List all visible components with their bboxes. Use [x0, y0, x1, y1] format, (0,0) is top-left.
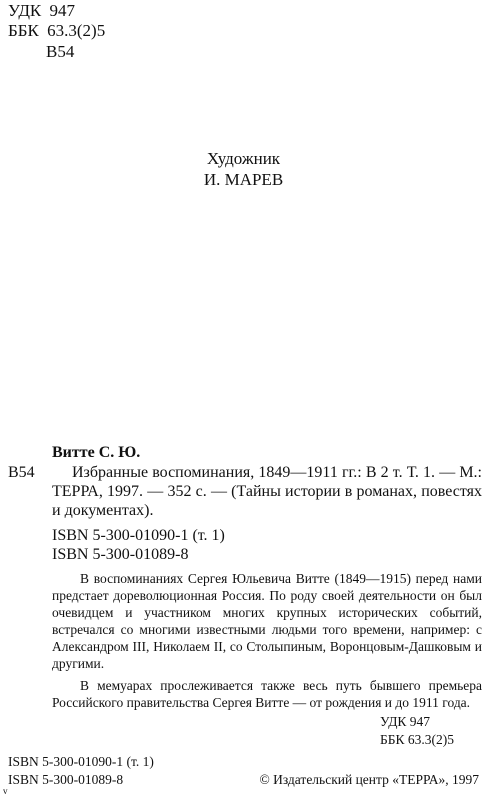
annotation-paragraph: В воспоминаниях Сергея Юльевича Витте (1849—1915) перед нами предстает дореволюционная Россия. По роду своей деятельности он был очевидцем и участником многих крупных исторических событий, встречался со многими известными людьми того времени, например: с Александром III, Николаем II, со Столыпиным, Воронцовым-Дашковым и другими. [52, 571, 482, 671]
footer-isbn-set: ISBN 5-300-01089-8 [8, 772, 124, 787]
isbn-volume: ISBN 5-300-01090-1 (т. 1) [52, 527, 225, 544]
udk-line [8, 1, 75, 21]
footer-isbn-volume: ISBN 5-300-01090-1 (т. 1) [8, 754, 154, 769]
annotation [52, 570, 482, 711]
udk-value: 947 [49, 1, 76, 20]
author-mark: В54 [46, 42, 75, 61]
udk-label: УДК [8, 1, 42, 20]
book-author: Витте С. Ю. [52, 444, 141, 461]
bib-mark: В54 [8, 464, 35, 481]
copyright: © Издательский центр «ТЕРРА», 1997 [259, 772, 479, 787]
bbk-label: ББК [8, 21, 39, 40]
book-description: Избранные воспоминания, 1849—1911 гг.: В 2 т. Т. 1. — М.: ТЕРРА, 1997. — 352 с. — (Тайны истории в романах, повестях и документах). [52, 464, 482, 519]
bbk-line [8, 21, 105, 41]
artist-role: Художник [206, 149, 281, 168]
bbk-value: 63.3(2)5 [47, 21, 106, 40]
bottom-udk: УДК 947 [380, 714, 431, 729]
annotation-paragraph: В мемуарах прослеживается также весь путь бывшего премьера Российского правительства Сергея Витте — от рождения и до 1911 года. [52, 678, 482, 710]
artist-name: И. МАРЕВ [203, 170, 284, 189]
isbn-set: ISBN 5-300-01089-8 [52, 546, 189, 563]
corner-mark: v [3, 786, 8, 796]
bottom-bbk: ББК 63.3(2)5 [380, 732, 454, 747]
